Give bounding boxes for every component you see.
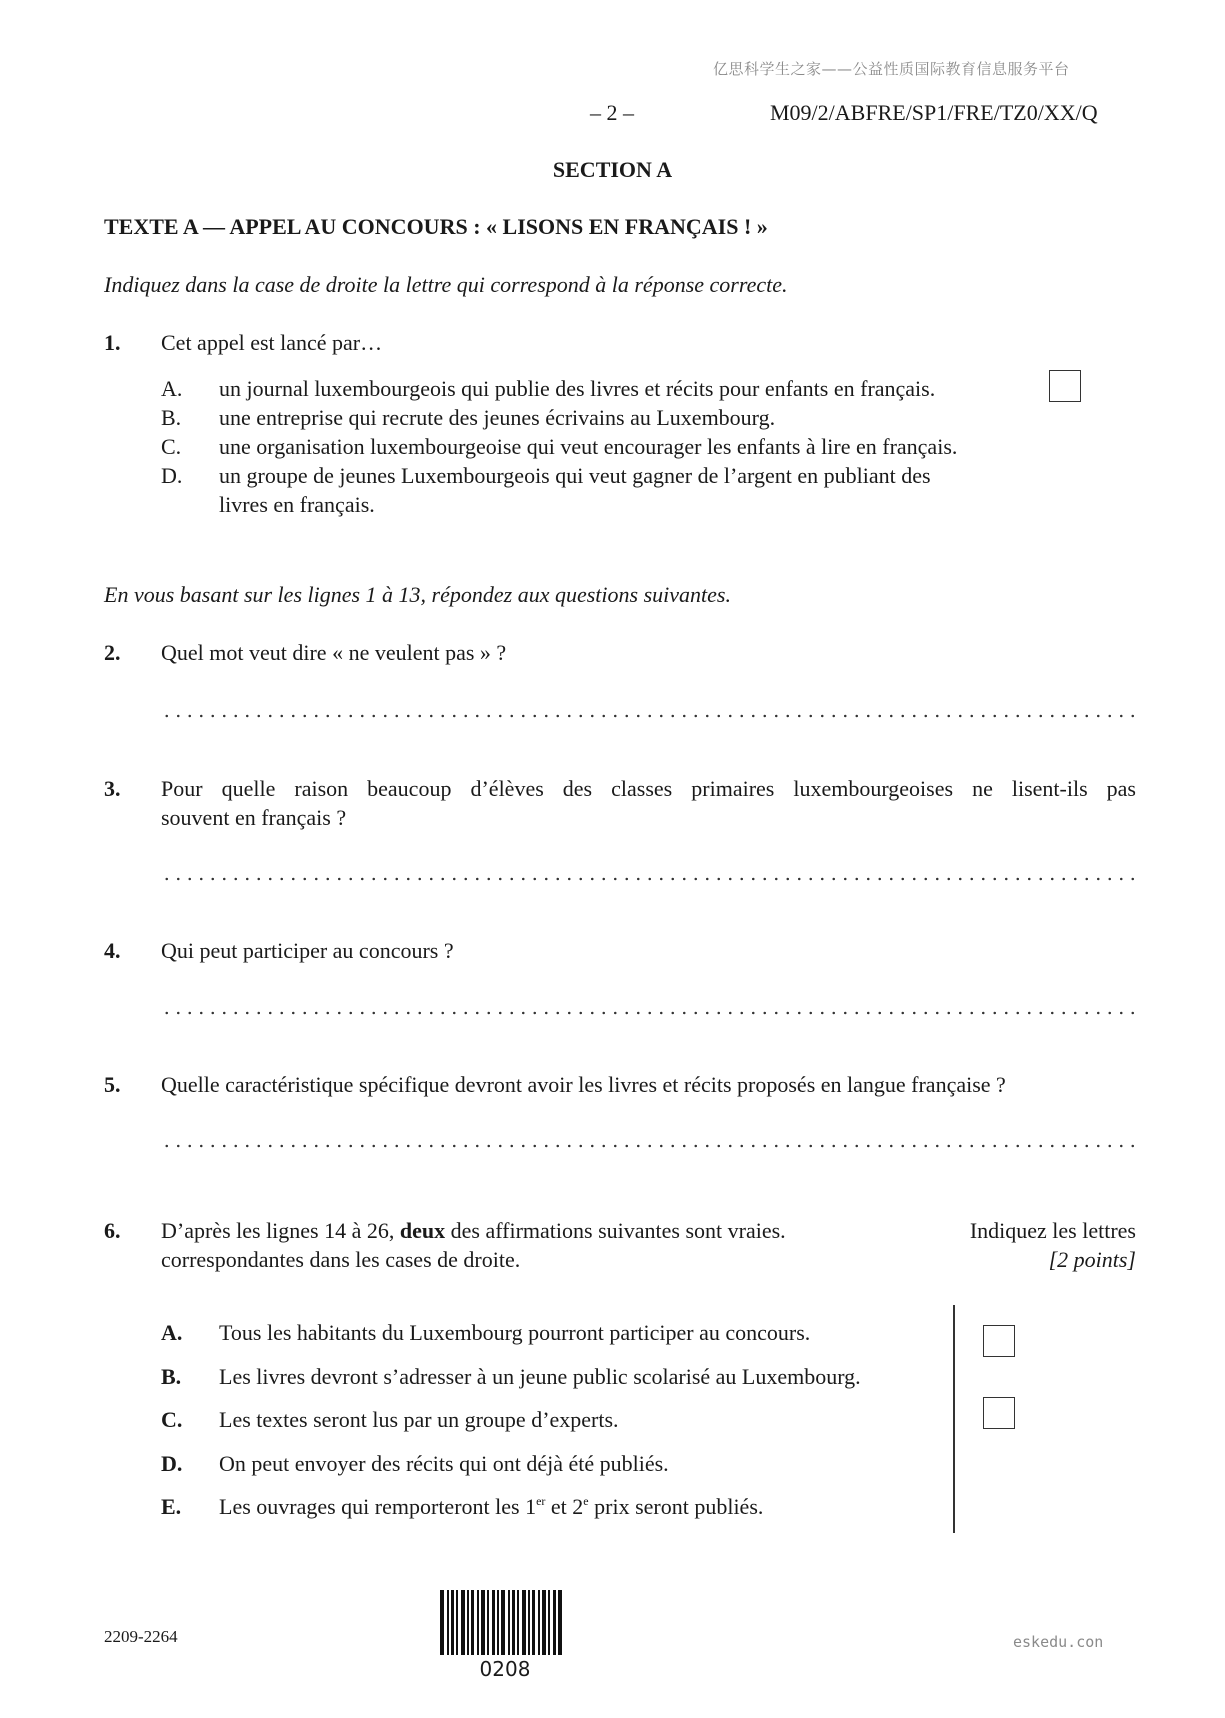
q6-e-part-b: et 2 bbox=[545, 1494, 584, 1519]
barcode-number: 0208 bbox=[479, 1657, 531, 1681]
q6-e-part-a: Les ouvrages qui remporteront les 1 bbox=[219, 1494, 537, 1519]
q6-e-part-c: prix seront publiés. bbox=[588, 1494, 764, 1519]
question-2-number: 2. bbox=[104, 640, 121, 665]
q1-option-a-text: un journal luxembourgeois qui publie des livres et récits pour enfants en français. bbox=[219, 376, 936, 401]
q6-option-e-letter: E. bbox=[161, 1494, 182, 1519]
instruction-2: En vous basant sur les lignes 1 à 13, répondez aux questions suivantes. bbox=[104, 582, 731, 607]
barcode bbox=[440, 1590, 570, 1655]
question-3-number: 3. bbox=[104, 776, 121, 801]
text-title: TEXTE A — APPEL AU CONCOURS : « LISONS EN FRANÇAIS ! » bbox=[104, 214, 768, 239]
q6-answer-box-1[interactable] bbox=[983, 1325, 1015, 1357]
q1-option-d-letter: D. bbox=[161, 463, 183, 488]
q5-answer-line[interactable] bbox=[161, 1143, 1136, 1149]
q1-option-c-text: une organisation luxembourgeoise qui veut encourager les enfants à lire en français. bbox=[219, 434, 958, 459]
watermark-bottom: eskedu.con bbox=[1013, 1633, 1104, 1651]
q6-option-b-text: Les livres devront s’adresser à un jeune public scolarisé au Luxembourg. bbox=[219, 1364, 861, 1389]
question-6-line1 bbox=[161, 1216, 786, 1245]
q6-points: [2 points] bbox=[1048, 1247, 1136, 1272]
q6-option-e-text bbox=[219, 1492, 763, 1521]
doc-number: 2209-2264 bbox=[104, 1627, 178, 1646]
q6-line1-before: D’après les lignes 14 à 26, bbox=[161, 1218, 395, 1243]
question-6-number: 6. bbox=[104, 1218, 121, 1243]
watermark-top: 亿思科学生之家——公益性质国际教育信息服务平台 bbox=[713, 60, 1070, 78]
q2-answer-line[interactable] bbox=[161, 713, 1136, 719]
question-5-text: Quelle caractéristique spécifique devront avoir les livres et récits proposés en langue française ? bbox=[161, 1072, 1006, 1097]
q6-line1-bold: deux bbox=[399, 1218, 446, 1243]
question-1-number: 1. bbox=[104, 330, 121, 355]
q6-option-d-text: On peut envoyer des récits qui ont déjà été publiés. bbox=[219, 1451, 669, 1476]
question-1-text: Cet appel est lancé par… bbox=[161, 330, 383, 355]
question-4-number: 4. bbox=[104, 938, 121, 963]
q1-option-a-letter: A. bbox=[161, 376, 183, 401]
question-4-text: Qui peut participer au concours ? bbox=[161, 938, 454, 963]
q1-option-b-letter: B. bbox=[161, 405, 182, 430]
q6-answer-box-2[interactable] bbox=[983, 1397, 1015, 1429]
q6-option-c-text: Les textes seront lus par un groupe d’experts. bbox=[219, 1407, 619, 1432]
question-3-text-line1: Pour quelle raison beaucoup d’élèves des classes primaires luxembourgeoises ne lisent-ils pas bbox=[161, 776, 1136, 801]
question-5-number: 5. bbox=[104, 1072, 121, 1097]
question-3-text-line2: souvent en français ? bbox=[161, 805, 347, 830]
q6-e-sup1: er bbox=[536, 1494, 546, 1508]
q6-divider bbox=[953, 1305, 955, 1533]
q6-line1-right: Indiquez les lettres bbox=[969, 1218, 1136, 1243]
section-title: SECTION A bbox=[552, 157, 673, 182]
q4-answer-line[interactable] bbox=[161, 1010, 1136, 1016]
q6-line1-after: des affirmations suivantes sont vraies. bbox=[450, 1218, 786, 1243]
exam-code: M09/2/ABFRE/SP1/FRE/TZ0/XX/Q bbox=[770, 100, 1098, 125]
q3-answer-line[interactable] bbox=[161, 876, 1136, 882]
q6-option-a-text: Tous les habitants du Luxembourg pourront participer au concours. bbox=[219, 1320, 811, 1345]
q1-answer-box[interactable] bbox=[1049, 370, 1081, 402]
instruction-1: Indiquez dans la case de droite la lettre qui correspond à la réponse correcte. bbox=[104, 272, 788, 297]
q1-option-d-text-cont: livres en français. bbox=[219, 492, 375, 517]
q6-option-c-letter: C. bbox=[161, 1407, 183, 1432]
q1-option-b-text: une entreprise qui recrute des jeunes écrivains au Luxembourg. bbox=[219, 405, 776, 430]
q6-option-b-letter: B. bbox=[161, 1364, 182, 1389]
question-2-text: Quel mot veut dire « ne veulent pas » ? bbox=[161, 640, 507, 665]
q1-option-c-letter: C. bbox=[161, 434, 182, 459]
q6-option-d-letter: D. bbox=[161, 1451, 183, 1476]
q6-e-sup2: e bbox=[583, 1494, 589, 1508]
q6-option-a-letter: A. bbox=[161, 1320, 183, 1345]
question-6-line2: correspondantes dans les cases de droite. bbox=[161, 1247, 521, 1272]
page-number: – 2 – bbox=[590, 100, 634, 125]
q1-option-d-text: un groupe de jeunes Luxembourgeois qui veut gagner de l’argent en publiant des bbox=[219, 463, 931, 488]
